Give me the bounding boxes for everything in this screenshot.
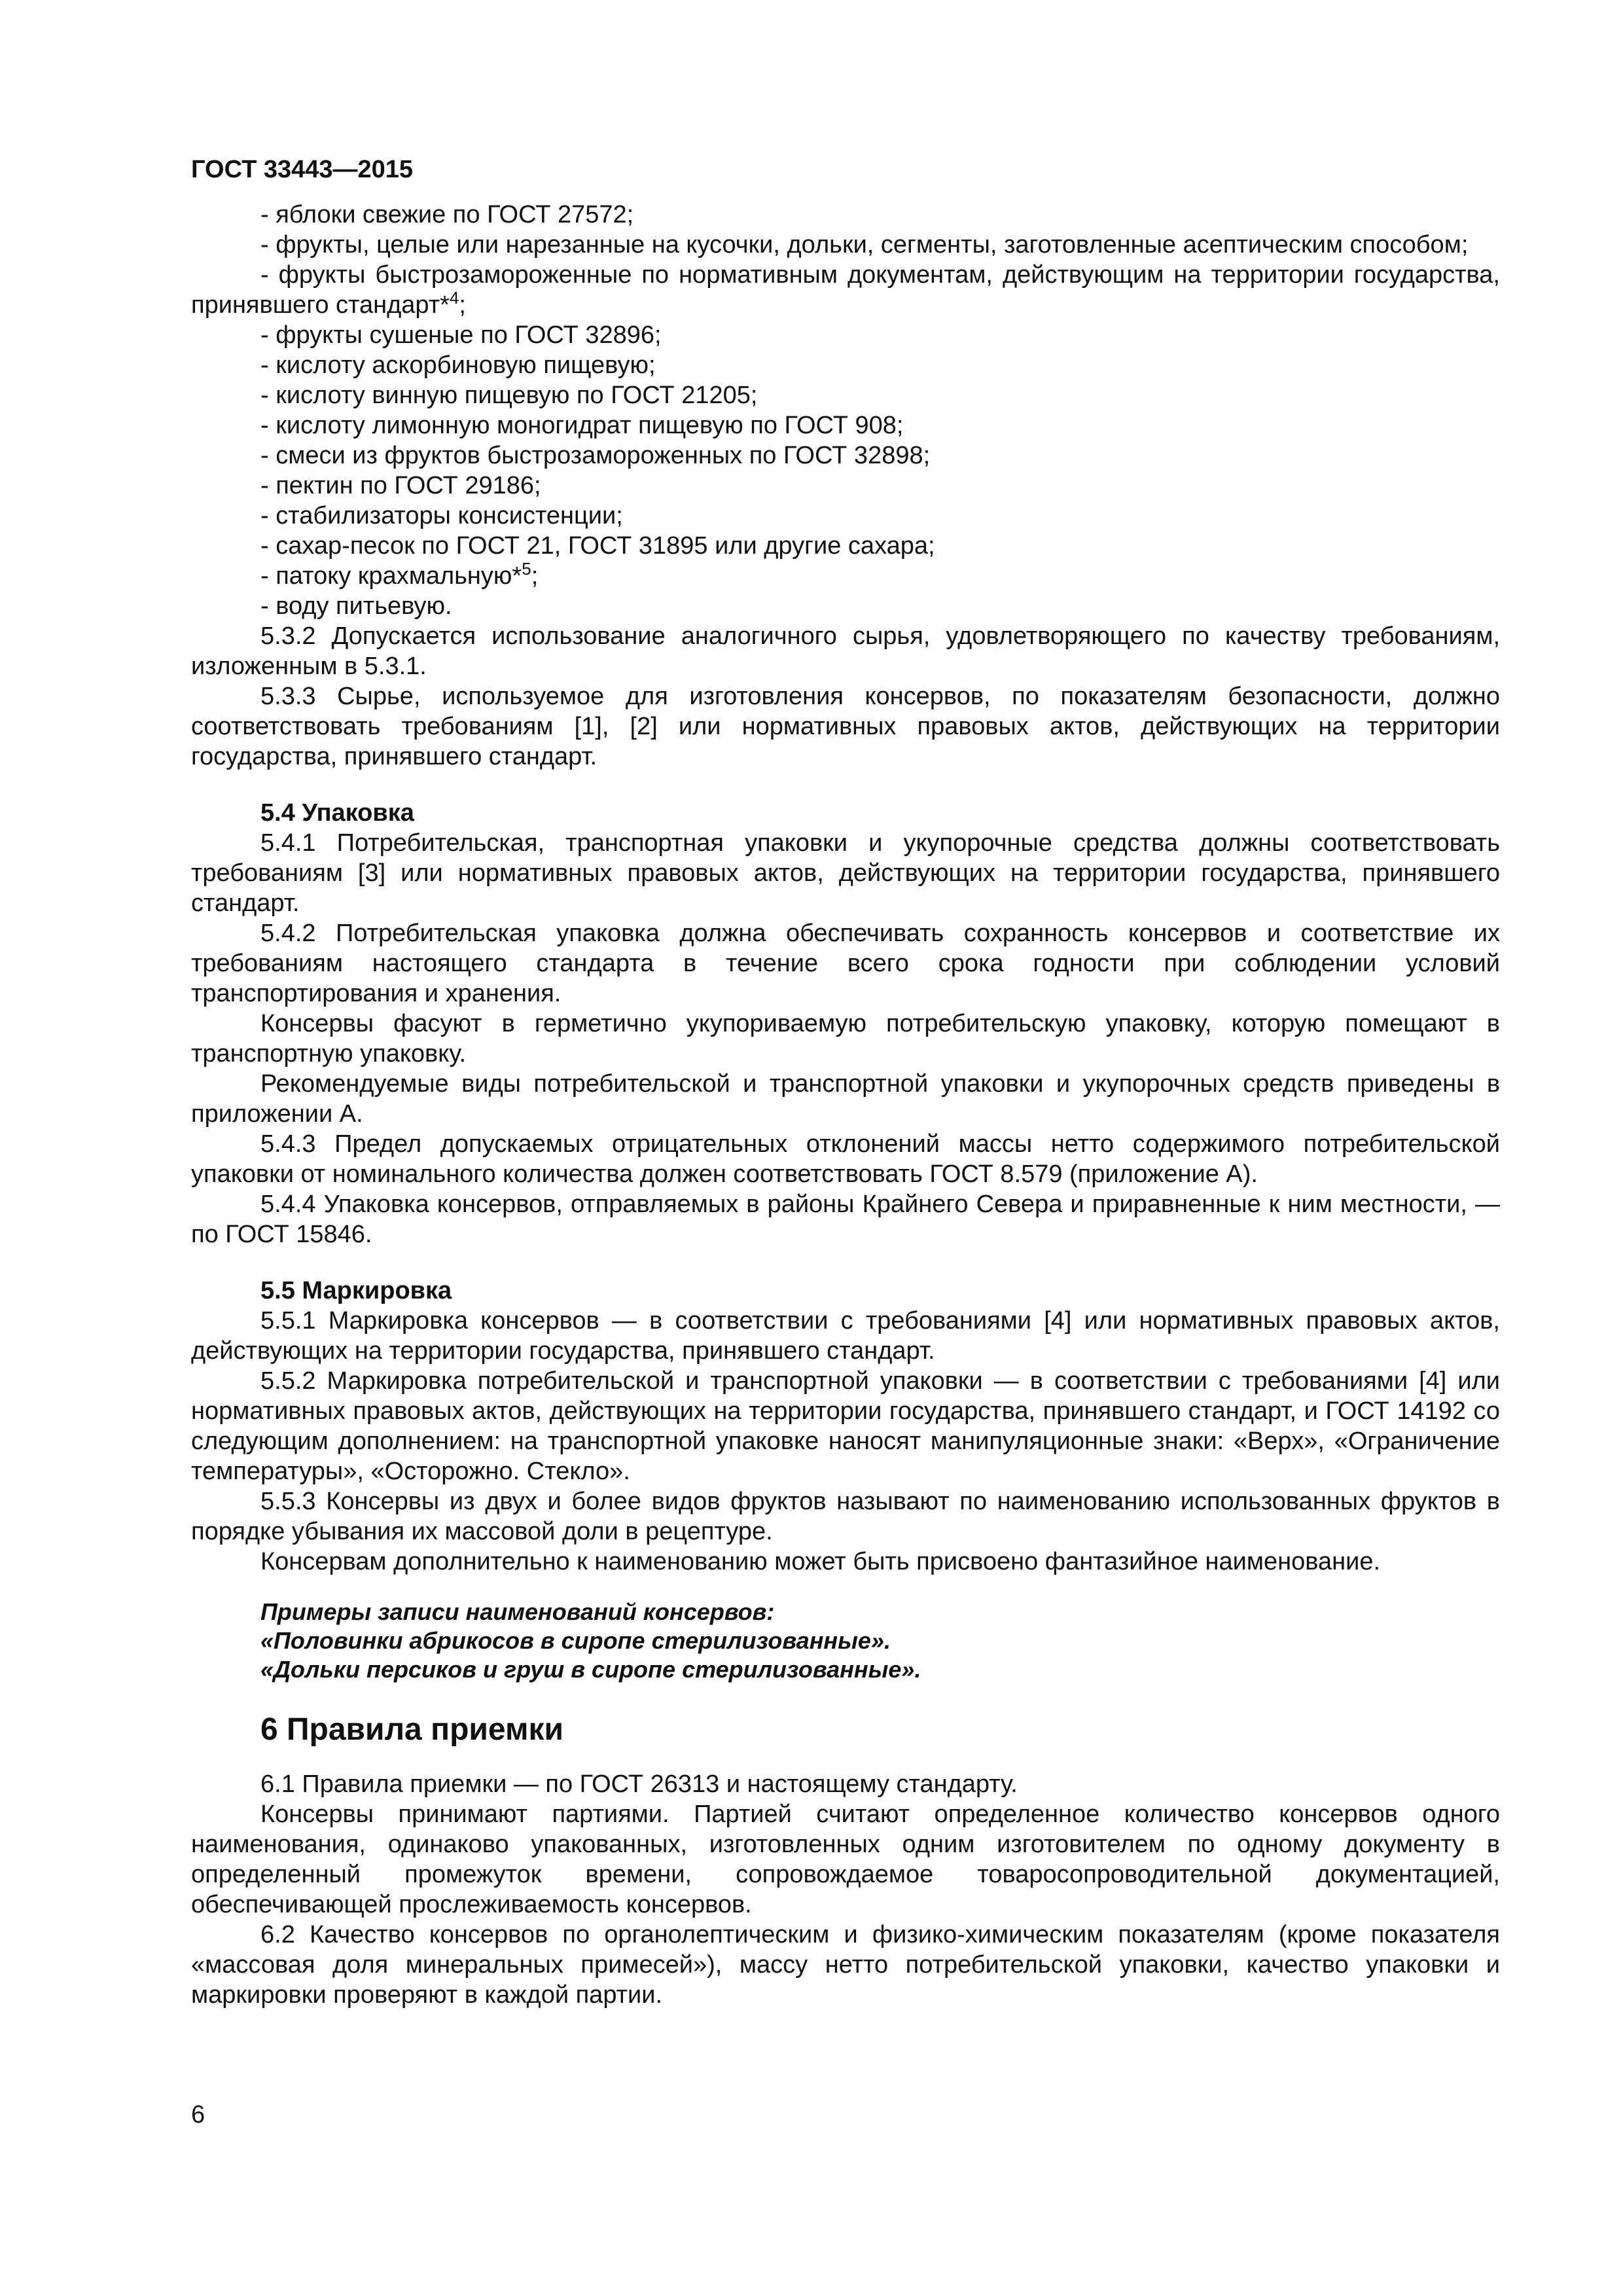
paragraph-5-3-3: 5.3.3 Сырье, используемое для изготовления консервов, по показателям безопасности, должно соответствовать требованиям [1], [2] или нормативных правовых актов, действующих на территории государства, принявшего стандарт. <box>191 683 1500 770</box>
document-body <box>191 200 1500 2010</box>
paragraph-5-4-3: 5.4.3 Предел допускаемых отрицательных отклонений массы нетто содержимого потребительской упаковки от номинального количества должен соответствовать ГОСТ 8.579 (приложение А). <box>191 1130 1500 1188</box>
document-header: ГОСТ 33443—2015 <box>191 156 414 183</box>
paragraph-batch: Консервы принимают партиями. Партией считают определенное количество консервов одного наименования, одинаково упакованных, изготовленных одним изготовителем по одному документу в определенный промежуток времени, сопровождаемое товаросопроводительной документацией, обеспечивающей прослеживаемость консервов. <box>191 1801 1500 1918</box>
section-title-6: 6 Правила приемки <box>260 1712 564 1747</box>
paragraph-5-4-2: 5.4.2 Потребительская упаковка должна обеспечивать сохранность консервов и соответствие их требованиям настоящего стандарта в течение всего срока годности при соблюдении условий транспортирования и хранения. <box>191 920 1500 1007</box>
list-item: - кислоту аскорбиновую пищевую; <box>260 351 656 379</box>
section-title-5-5: 5.5 Маркировка <box>260 1277 452 1304</box>
list-item: - фрукты быстрозамороженные по нормативным документам, действующим на территории государства, принявшего стандарт*$^4$; <box>191 261 1500 319</box>
paragraph-5-3-2: 5.3.2 Допускается использование аналогичного сырья, удовлетворяющего по качеству требованиям, изложенным в 5.3.1. <box>191 622 1500 680</box>
list-item: - пектин по ГОСТ 29186; <box>260 472 541 499</box>
footnote-ref: 4 <box>449 288 459 308</box>
list-item: - смеси из фруктов быстрозамороженных по ГОСТ 32898; <box>260 442 931 469</box>
list-item: - воду питьевую. <box>260 592 452 620</box>
list-item: - кислоту лимонную моногидрат пищевую по ГОСТ 908; <box>260 412 904 439</box>
page-number: 6 <box>191 2101 205 2128</box>
example-item: «Половинки абрикосов в сиропе стерилизованные». <box>260 1627 891 1654</box>
paragraph-packing: Консервы фасуют в герметично укупориваемую потребительскую упаковку, которую помещают в транспортную упаковку. <box>191 1010 1500 1067</box>
paragraph-6-1: 6.1 Правила приемки — по ГОСТ 26313 и настоящему стандарту. <box>260 1770 1018 1798</box>
list-item: - патоку крахмальную*$^5$; <box>260 559 539 590</box>
paragraph-fantasy: Консервам дополнительно к наименованию может быть присвоено фантазийное наименование. <box>260 1548 1381 1575</box>
list-item: - стабилизаторы консистенции; <box>260 502 623 529</box>
list-item: - фрукты, целые или нарезанные на кусочки, дольки, сегменты, заготовленные асептическим способом; <box>260 231 1469 259</box>
list-item: - фрукты сушеные по ГОСТ 32896; <box>260 321 662 349</box>
list-item: - сахар-песок по ГОСТ 21, ГОСТ 31895 или другие сахара; <box>260 532 935 560</box>
example-item: «Дольки персиков и груш в сиропе стерилизованные». <box>260 1656 921 1683</box>
paragraph-5-4-1: 5.4.1 Потребительская, транспортная упаковки и укупорочные средства должны соответствовать требованиям [3] или нормативных правовых актов, действующих на территории государства, принявшего стандарт. <box>191 829 1500 917</box>
paragraph-6-2: 6.2 Качество консервов по органолептическим и физико-химическим показателям (кроме показателя «массовая доля минеральных примесей»), массу нетто потребительской упаковки, качество упаковки и маркировки проверяют в каждой партии. <box>191 1921 1500 2009</box>
paragraph-5-5-3: 5.5.3 Консервы из двух и более видов фруктов называют по наименованию использованных фруктов в порядке убывания их массовой доли в рецептуре. <box>191 1488 1500 1545</box>
paragraph-5-4-4: 5.4.4 Упаковка консервов, отправляемых в районы Крайнего Севера и приравненные к ним местности, — по ГОСТ 15846. <box>191 1191 1500 1248</box>
section-title-5-4: 5.4 Упаковка <box>260 799 414 827</box>
footnote-ref: 5 <box>522 559 531 579</box>
example-heading: Примеры записи наименований консервов: <box>260 1598 775 1625</box>
paragraph-5-5-1: 5.5.1 Маркировка консервов — в соответствии с требованиями [4] или нормативных правовых актов, действующих на территории государства, принявшего стандарт. <box>191 1307 1500 1365</box>
list-item: - яблоки свежие по ГОСТ 27572; <box>260 201 634 228</box>
paragraph-5-5-2: 5.5.2 Маркировка потребительской и транспортной упаковки — в соответствии с требованиями [4] или нормативных правовых актов, действующих на территории государства, принявшего стандарт, и ГОСТ 14192 со следующим дополнением: на транспортной упаковке наносят манипуляционные знаки: «Верх», «Ограничение температуры», «Осторожно. Стекло». <box>191 1367 1500 1485</box>
paragraph-recommend: Рекомендуемые виды потребительской и транспортной упаковки и укупорочных средств приведены в приложении А. <box>191 1070 1500 1128</box>
list-item: - кислоту винную пищевую по ГОСТ 21205; <box>260 382 758 409</box>
